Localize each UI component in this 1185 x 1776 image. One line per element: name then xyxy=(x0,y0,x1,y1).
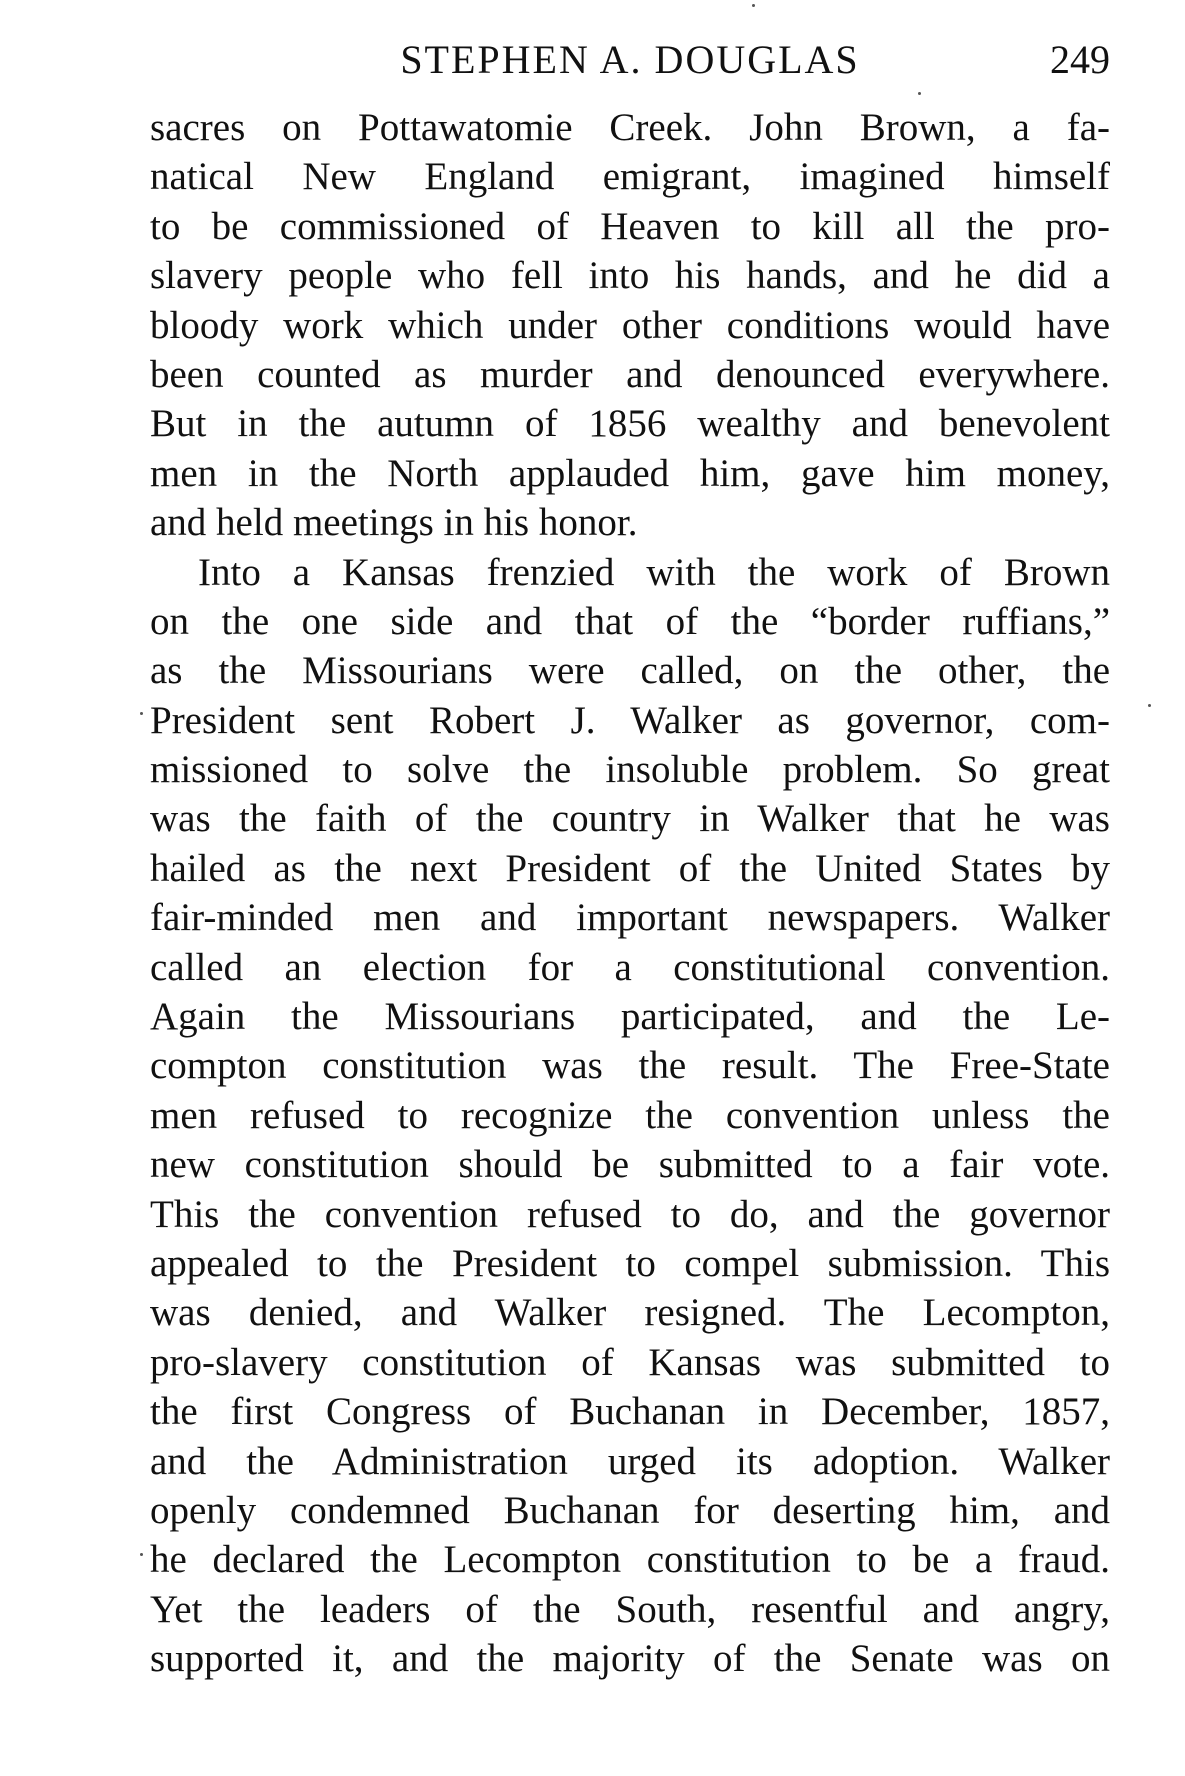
text-line: bloody work which under other conditions would have xyxy=(150,303,1110,347)
paragraph-start-line: Into a Kansas frenzied with the work of Brown xyxy=(198,550,1110,594)
text-line: This the convention refused to do, and the governor xyxy=(150,1192,1110,1236)
running-title: STEPHEN A. DOUGLAS xyxy=(400,37,860,82)
text-line: appealed to the President to compel submission. This xyxy=(150,1241,1110,1285)
text-line: openly condemned Buchanan for deserting him, and xyxy=(150,1488,1110,1532)
text-line: Again the Missourians participated, and the Le- xyxy=(150,995,1110,1039)
text-line: been counted as murder and denounced everywhere. xyxy=(150,352,1110,396)
text-line: was denied, and Walker resigned. The Lecompton, xyxy=(150,1291,1110,1335)
text-line: But in the autumn of 1856 wealthy and benevolent xyxy=(150,402,1110,446)
scan-speck xyxy=(752,4,755,7)
scan-speck xyxy=(140,712,143,715)
paragraph-end-line: and held meetings in his honor. xyxy=(150,501,638,545)
page-number: 249 xyxy=(1050,37,1110,82)
text-line: sacres on Pottawatomie Creek. John Brown, a fa- xyxy=(150,106,1110,149)
text-line: slavery people who fell into his hands, and he did a xyxy=(150,254,1110,298)
text-line: missioned to solve the insoluble problem. So great xyxy=(150,748,1110,792)
text-line: on the one side and that of the “border ruffians,” xyxy=(150,599,1110,643)
text-line: natical New England emigrant, imagined himself xyxy=(150,155,1110,199)
page-header xyxy=(150,30,1110,90)
text-line: and the Administration urged its adoption. Walker xyxy=(150,1439,1110,1483)
text-line: pro-slavery constitution of Kansas was submitted to xyxy=(150,1340,1110,1384)
body-text xyxy=(150,103,1110,1684)
text-line: to be commissioned of Heaven to kill all the pro- xyxy=(150,204,1110,248)
text-line: the first Congress of Buchanan in December, 1857, xyxy=(150,1390,1110,1434)
scan-speck xyxy=(918,92,921,95)
text-line: new constitution should be submitted to a fair vote. xyxy=(150,1143,1110,1187)
text-line: hailed as the next President of the United States by xyxy=(150,846,1110,890)
text-line: men in the North applauded him, gave him money, xyxy=(150,451,1110,495)
text-line: President sent Robert J. Walker as governor, com- xyxy=(150,698,1110,742)
text-line: supported it, and the majority of the Senate was on xyxy=(150,1637,1110,1681)
scan-speck xyxy=(1148,704,1151,707)
text-line: Yet the leaders of the South, resentful and angry, xyxy=(150,1587,1110,1631)
scan-speck xyxy=(140,1553,143,1556)
text-line: was the faith of the country in Walker that he was xyxy=(150,797,1110,841)
text-line: compton constitution was the result. The Free-State xyxy=(150,1044,1110,1088)
text-line: as the Missourians were called, on the other, the xyxy=(150,649,1110,693)
text-line: fair-minded men and important newspapers. Walker xyxy=(150,896,1110,940)
text-line: called an election for a constitutional convention. xyxy=(150,945,1110,989)
text-line: he declared the Lecompton constitution to be a fraud. xyxy=(150,1538,1110,1582)
text-line: men refused to recognize the convention unless the xyxy=(150,1093,1110,1137)
